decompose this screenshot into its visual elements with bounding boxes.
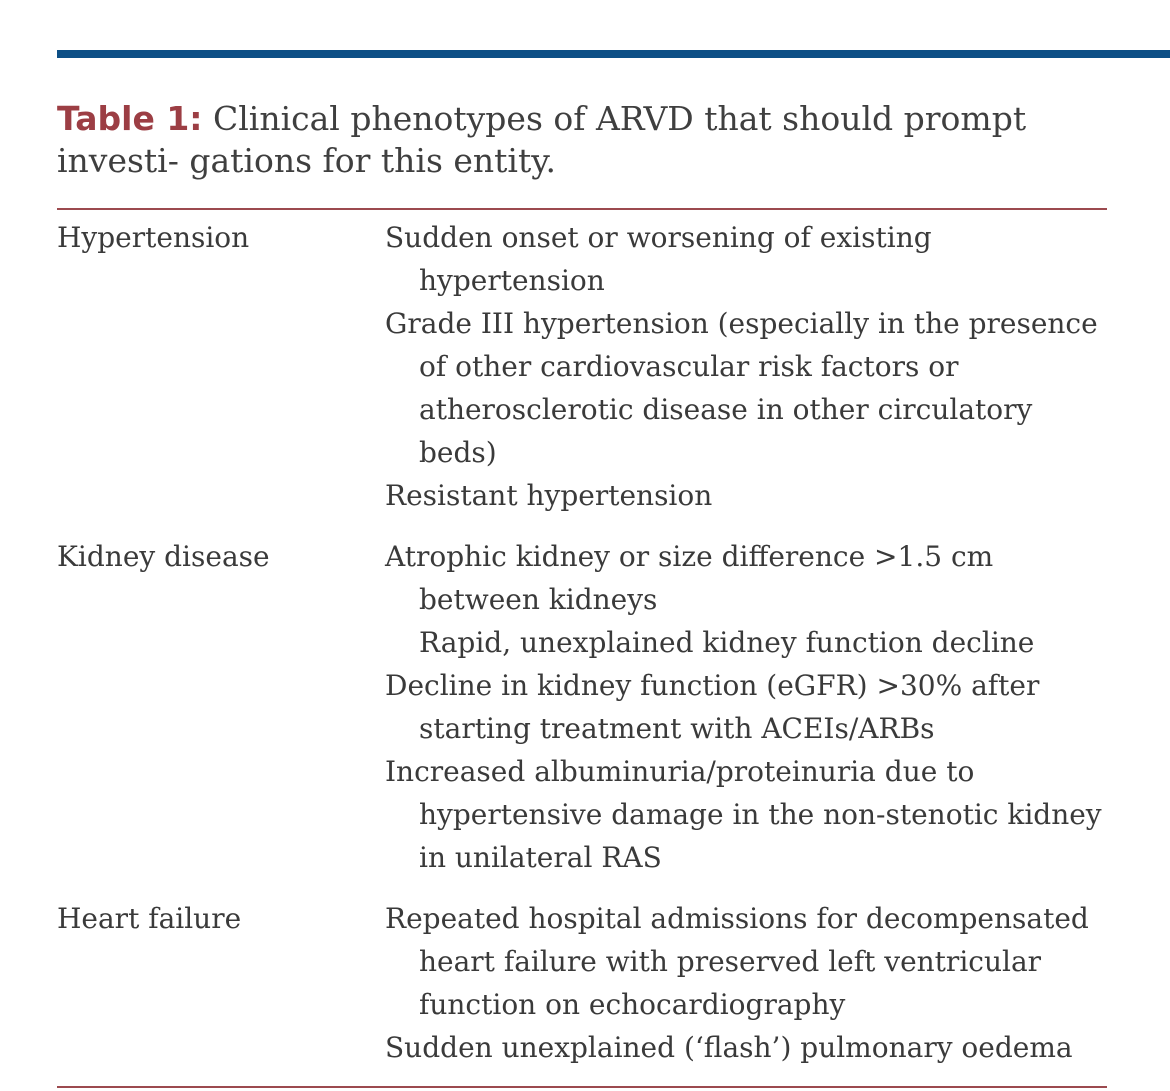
table-bottom-rule bbox=[57, 1086, 1107, 1088]
list-item: Increased albuminuria/proteinuria due to hypertensive damage in the non-stenotic kidney in unilateral RAS bbox=[385, 755, 1102, 874]
list-item: Sudden unexplained (‘flash’) pulmonary oedema bbox=[385, 1031, 1073, 1064]
phenotype-table bbox=[57, 216, 1117, 1069]
list-item: Grade III hypertension (especially in the presence of other cardiovascular risk factors or atherosclerotic disease in other circulatory beds) bbox=[385, 307, 1098, 469]
list-item: Rapid, unexplained kidney function decline bbox=[419, 626, 1035, 659]
caption-text: Clinical phenotypes of ARVD that should prompt investi- gations for this entity. bbox=[57, 99, 1027, 180]
items-hypertension bbox=[385, 216, 1117, 517]
list-item: Repeated hospital admissions for decompensated heart failure with preserved left ventricular function on echocardiography bbox=[385, 902, 1089, 1021]
table-row-kidney-disease bbox=[57, 535, 1117, 879]
list-item: Sudden onset or worsening of existing hypertension bbox=[385, 221, 932, 297]
caption-label: Table 1: bbox=[57, 99, 203, 138]
table-row-hypertension bbox=[57, 216, 1117, 517]
list-item: Atrophic kidney or size difference >1.5 cm between kidneys bbox=[385, 540, 994, 616]
top-accent-bar bbox=[57, 50, 1170, 58]
category-kidney-disease: Kidney disease bbox=[57, 540, 270, 573]
items-heart-failure bbox=[385, 897, 1117, 1069]
items-kidney-disease bbox=[385, 535, 1117, 879]
table-caption bbox=[57, 98, 1127, 182]
category-hypertension: Hypertension bbox=[57, 221, 250, 254]
list-item: Resistant hypertension bbox=[385, 479, 713, 512]
table-top-rule bbox=[57, 208, 1107, 210]
list-item: Decline in kidney function (eGFR) >30% after starting treatment with ACEIs/ARBs bbox=[385, 669, 1040, 745]
category-heart-failure: Heart failure bbox=[57, 902, 242, 935]
table-row-heart-failure bbox=[57, 897, 1117, 1069]
